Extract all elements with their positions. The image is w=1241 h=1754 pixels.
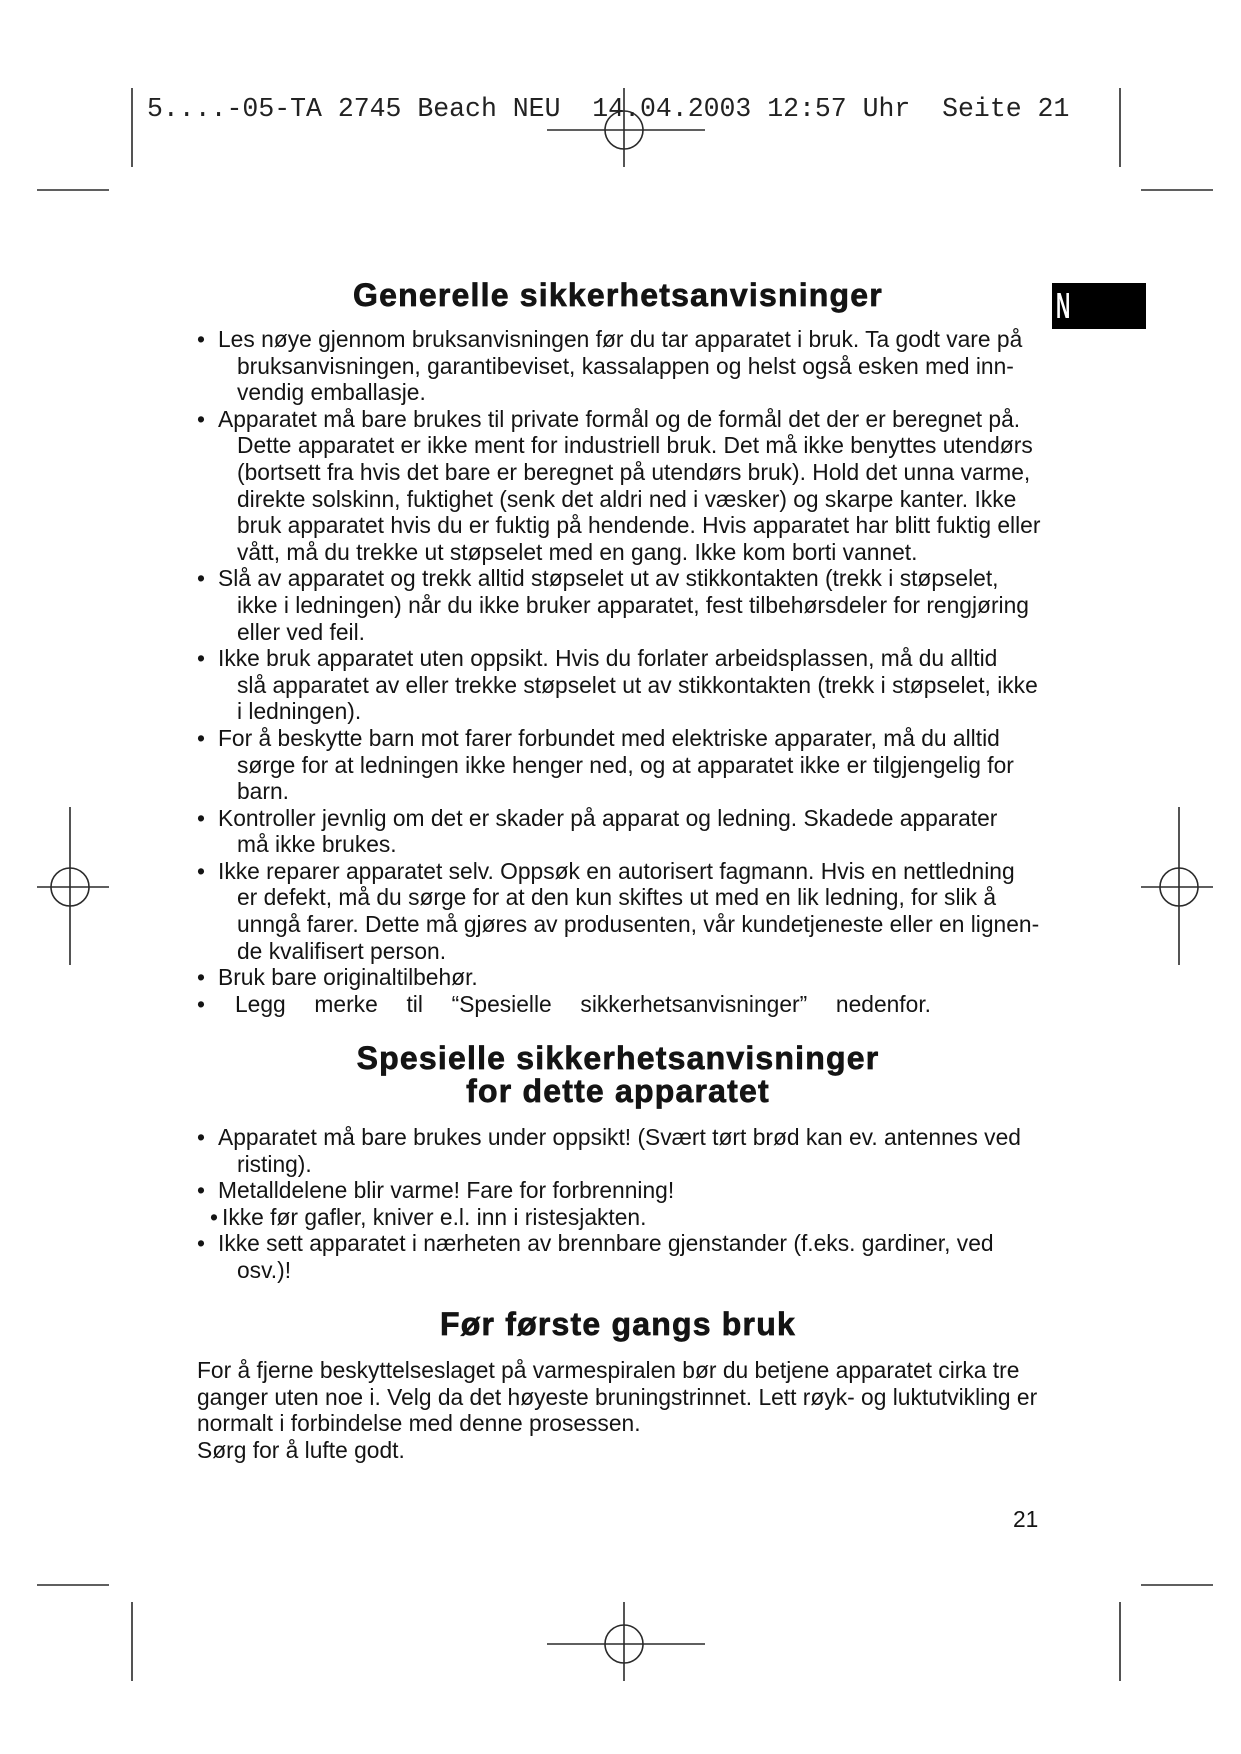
bullet-marker: •: [197, 1124, 205, 1150]
item-line: risting).: [237, 1150, 312, 1177]
crop-mark-bottom-right: [1120, 1585, 1213, 1681]
item-text: Apparatet må bare brukes til private formål og de formål det der er beregnet på.: [218, 405, 1021, 432]
item-line: [0, 326, 1241, 353]
item-line: slå apparatet av eller trekke støpselet ut av stikkontakten (trekk i støpselet, ikke: [237, 671, 1038, 698]
list-item: [0, 725, 1241, 805]
item-line: [0, 991, 1241, 1018]
paragraph-line: For å fjerne beskyttelseslaget på varmespiralen bør du betjene apparatet cirka tre: [197, 1357, 1020, 1383]
item-line: [0, 1177, 1241, 1204]
item-line: [0, 964, 1241, 991]
paragraph-line: ganger uten noe i. Velg da det høyeste bruningstrinnet. Lett røyk- og luktutvikling er: [197, 1383, 1038, 1410]
list-item: [0, 1177, 1241, 1204]
section-title-line: for dette apparatet: [466, 1073, 770, 1109]
item-text: Ikke sett apparatet i nærheten av brennbare gjenstander (f.eks. gardiner, ved: [218, 1230, 994, 1257]
item-text: Apparatet må bare brukes under oppsikt! (Svært tørt brød kan ev. antennes ved: [218, 1124, 1021, 1150]
registration-mark-bottom: [547, 1602, 705, 1681]
general-safety-list: [0, 326, 1241, 1017]
item-line: unngå farer. Dette må gjøres av produsenten, vår kundetjeneste eller en lignen-: [237, 911, 1040, 938]
item-line: [0, 565, 1241, 592]
crop-mark-bottom-left: [37, 1585, 132, 1681]
item-line: barn.: [237, 778, 289, 805]
list-item: [0, 858, 1241, 964]
bullet-marker: •: [197, 405, 205, 432]
bullet-marker: •: [197, 724, 205, 751]
item-line: [0, 725, 1241, 752]
item-line: (bortsett fra hvis det bare er beregnet på utendørs bruk). Hold det unna varme,: [237, 458, 1031, 485]
item-text: Ikke bruk apparatet uten oppsikt. Hvis du forlater arbeidsplassen, må du alltid: [218, 645, 998, 672]
section-title-line: Spesielle sikkerhetsanvisninger: [356, 1040, 880, 1076]
item-line: vått, må du trekke ut støpselet med en gang. Ikke kom borti vannet.: [237, 538, 918, 565]
item-line: Dette apparatet er ikke ment for industriell bruk. Det må ikke benyttes utendørs: [237, 432, 1033, 459]
item-line: [0, 1204, 1241, 1231]
list-item: [0, 1124, 1241, 1177]
language-tab-label: N: [1056, 285, 1071, 326]
item-line: i ledningen).: [237, 698, 362, 725]
bullet-marker: •: [210, 1203, 218, 1230]
item-line: sørge for at ledningen ikke henger ned, og at apparatet ikke er tilgjengelig for: [237, 751, 1014, 778]
special-safety-list: [0, 1124, 1241, 1284]
item-text: Slå av apparatet og trekk alltid støpselet ut av stikkontakten (trekk i støpselet,: [218, 565, 999, 592]
list-item: [0, 406, 1241, 566]
bullet-marker: •: [197, 565, 205, 592]
item-line: osv.)!: [237, 1256, 292, 1283]
paragraph-line: normalt i forbindelse med denne prosessen.: [197, 1410, 641, 1437]
item-line: [0, 1230, 1241, 1257]
section-title-first-use: Før første gangs bruk: [440, 1306, 796, 1342]
item-line: eller ved feil.: [237, 618, 365, 645]
bullet-marker: •: [197, 990, 205, 1017]
print-slug-header: 5....-05-TA 2745 Beach NEU 14.04.2003 12:57 Uhr Seite 21: [147, 94, 1070, 124]
item-line: [0, 805, 1241, 832]
list-item: [0, 1230, 1241, 1283]
item-line: må ikke brukes.: [237, 831, 397, 858]
bullet-marker: •: [197, 804, 205, 831]
paragraph-line: Sørg for å lufte godt.: [197, 1436, 405, 1463]
first-use-paragraph: [0, 1357, 1241, 1463]
item-text: Kontroller jevnlig om det er skader på apparat og ledning. Skadede apparater: [218, 804, 998, 831]
item-line: direkte solskinn, fuktighet (senk det aldri ned i væsker) og skarpe kanter. Ikke: [237, 485, 1017, 512]
bullet-marker: •: [197, 1177, 205, 1204]
item-text: For å beskytte barn mot farer forbundet med elektriske apparater, må du alltid: [218, 724, 1000, 751]
item-line: de kvalifisert person.: [237, 937, 447, 964]
bullet-marker: •: [197, 326, 205, 352]
bullet-marker: •: [197, 645, 205, 672]
item-line: vendig emballasje.: [237, 379, 426, 406]
list-item: [0, 645, 1241, 725]
item-text: Ikke reparer apparatet selv. Oppsøk en autorisert fagmann. Hvis en nettledning: [218, 857, 1015, 884]
item-line: [0, 858, 1241, 885]
list-item: [0, 805, 1241, 858]
bullet-marker: •: [197, 1230, 205, 1257]
item-text: Ikke før gafler, kniver e.l. inn i ristesjakten.: [222, 1203, 647, 1230]
crop-mark-top-right: [1120, 88, 1213, 190]
section-title-special: [118, 1042, 1118, 1108]
crop-mark-top-left: [37, 88, 132, 190]
item-text: Les nøye gjennom bruksanvisningen før du tar apparatet i bruk. Ta godt vare på: [218, 326, 1023, 352]
item-text: Bruk bare originaltilbehør.: [218, 964, 478, 991]
item-line: bruksanvisningen, garantibeviset, kassalappen og helst også esken med inn-: [237, 352, 1014, 379]
item-line: [0, 645, 1241, 672]
bullet-marker: •: [197, 857, 205, 884]
item-line: bruk apparatet hvis du er fuktig på hendende. Hvis apparatet har blitt fuktig eller: [237, 512, 1041, 539]
list-item: [0, 964, 1241, 991]
list-item: [0, 565, 1241, 645]
bullet-marker: •: [197, 964, 205, 991]
item-text: Legg merke til “Spesielle sikkerhetsanvisninger” nedenfor.: [235, 990, 931, 1017]
item-line: [0, 406, 1241, 433]
list-item: [0, 326, 1241, 406]
list-item: [0, 1204, 1241, 1231]
list-item: [0, 991, 1241, 1018]
item-line: er defekt, må du sørge for at den kun skiftes ut med en lik ledning, for slik å: [237, 884, 996, 911]
page-number: 21: [1013, 1506, 1039, 1532]
item-text: Metalldelene blir varme! Fare for forbrenning!: [218, 1177, 675, 1204]
section-title-general: Generelle sikkerhetsanvisninger: [353, 277, 883, 313]
item-line: [0, 1124, 1241, 1151]
item-line: ikke i ledningen) når du ikke bruker apparatet, fest tilbehørsdeler for rengjøring: [237, 591, 1029, 618]
